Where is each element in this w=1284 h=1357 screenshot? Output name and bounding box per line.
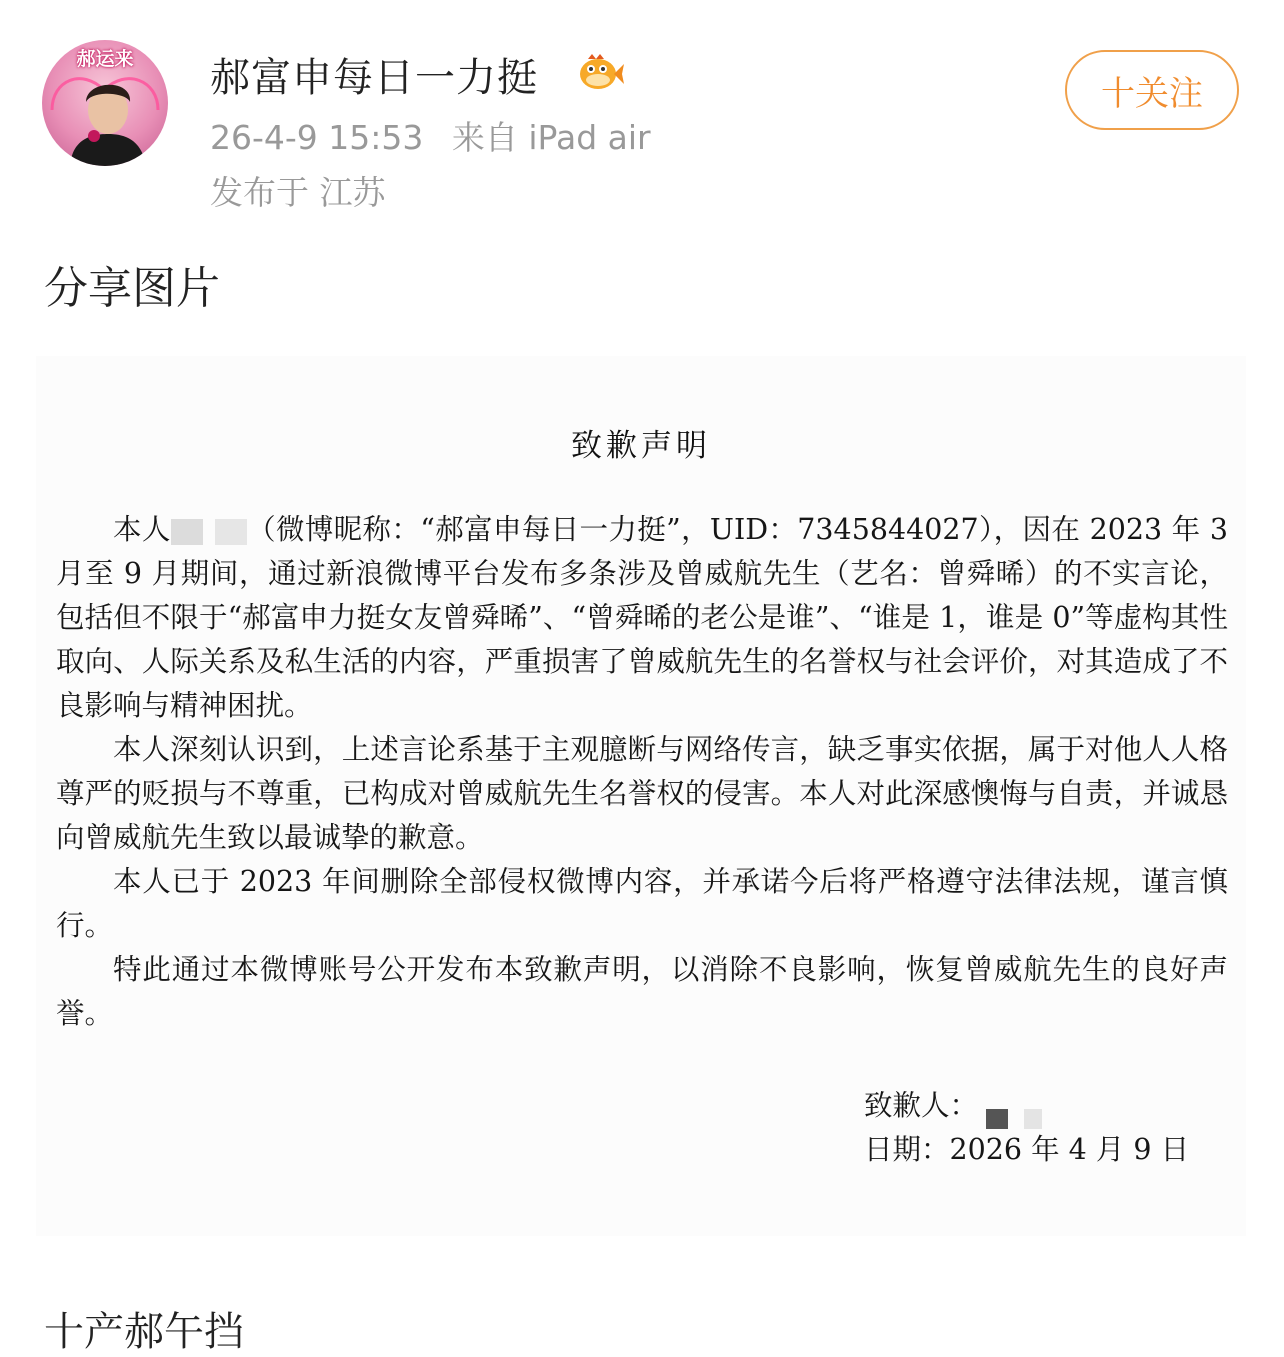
doc-body (56, 508, 1228, 1036)
avatar[interactable] (42, 40, 168, 166)
post-time: 26-4-9 15:53 (210, 118, 424, 157)
post-image[interactable] (36, 356, 1246, 1236)
doc-signature (864, 1084, 1189, 1172)
avatar-text: 郝运来 (76, 48, 134, 70)
post-source: 来自 iPad air (451, 118, 651, 157)
redacted-name (171, 519, 247, 545)
post-location: 发布于 江苏 (210, 173, 386, 212)
avatar-portrait-icon (42, 40, 168, 166)
post-text: 分享图片 (44, 263, 220, 314)
doc-paragraph-2: 本人深刻认识到，上述言论系基于主观臆断与网络传言，缺乏事实依据，属于对他人人格尊严的贬损与不尊重，已构成对曾威航先生名誉权的侵害。本人对此深感懊悔与自责，并诚恳向曾威航先生致以最诚挚的歉意。 (56, 733, 1228, 854)
redacted-signer (986, 1098, 1046, 1118)
doc-paragraph-1: 本人 （微博昵称：“郝富申每日一力挺”，UID：7345844027），因在 2023 年 3 月至 9 月期间，通过新浪微博平台发布多条涉及曾威航先生（艺名：曾舜晞）的不实言论，包括但不限于“郝富申力挺女友曾舜晞”、“曾舜晞的老公是谁”、“谁是 1，谁是 0”等虚构其性取向、人际关系及私生活的内容，严重损害了曾威航先生的名誉权与社会评价，对其造成了不良影响与精神困扰。 (56, 513, 1228, 722)
fish-icon (578, 54, 624, 92)
doc-paragraph-3: 本人已于 2023 年间删除全部侵权微博内容，并承诺今后将严格遵守法律法规，谨言慎行。 (56, 865, 1228, 942)
doc-date: 日期：2026 年 4 月 9 日 (864, 1133, 1190, 1166)
signer-label: 致歉人： (864, 1089, 979, 1122)
cutoff-text: 十产郝午挡 (44, 1309, 244, 1355)
doc-title: 致歉声明 (571, 428, 711, 464)
author-name[interactable]: 郝富申每日一力挺 (210, 55, 538, 101)
follow-button[interactable]: 十关注 (1065, 50, 1239, 130)
post-meta (210, 112, 651, 159)
doc-paragraph-4: 特此通过本微博账号公开发布本致歉声明，以消除不良影响，恢复曾威航先生的良好声誉。 (56, 953, 1228, 1030)
